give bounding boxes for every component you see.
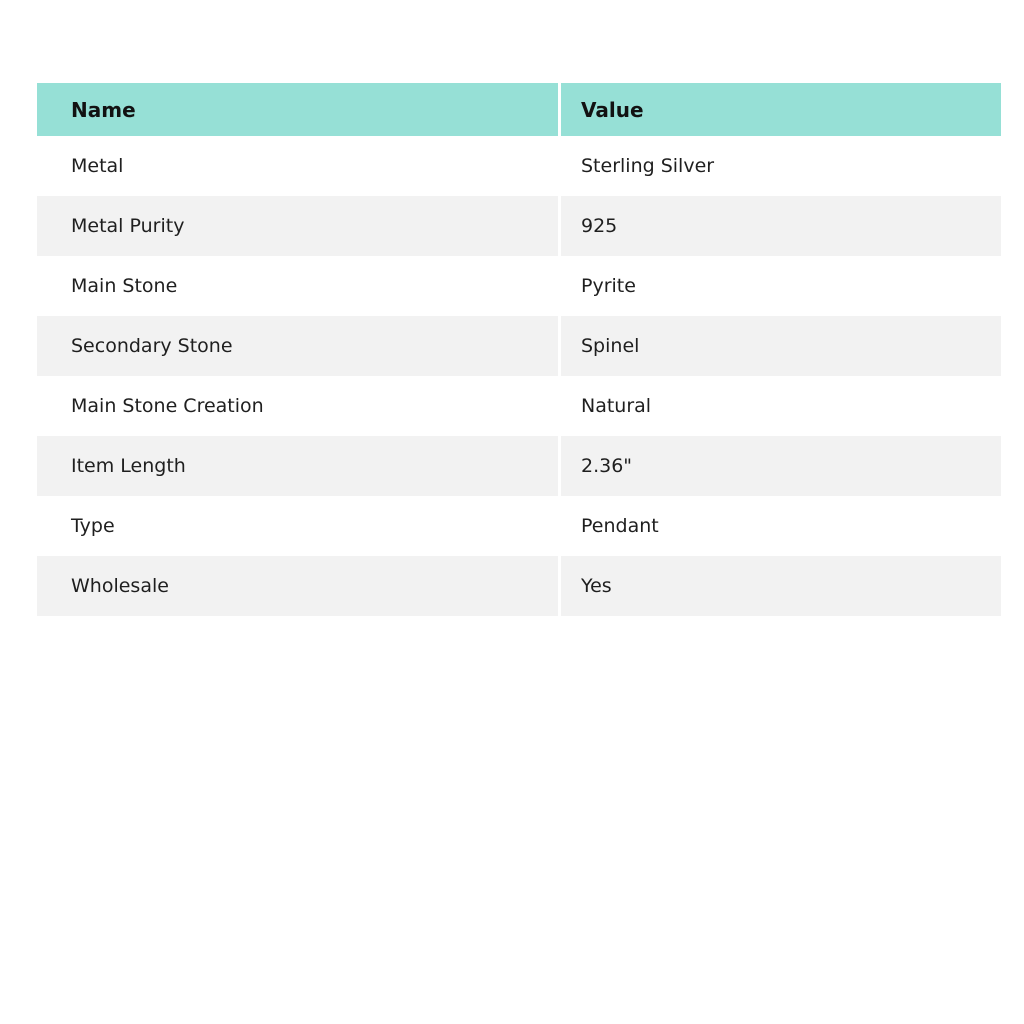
attribute-value-cell: 925: [558, 196, 1001, 256]
spec-table-body: [37, 136, 1001, 616]
attribute-value-cell: Sterling Silver: [558, 136, 1001, 196]
header-row: [37, 83, 1001, 136]
table-row: [37, 496, 1001, 556]
attribute-name-cell: Secondary Stone: [37, 316, 558, 376]
table-row: [37, 436, 1001, 496]
attribute-name-cell: Main Stone: [37, 256, 558, 316]
attribute-value-cell: 2.36": [558, 436, 1001, 496]
attribute-value-cell: Natural: [558, 376, 1001, 436]
attribute-value-cell: Yes: [558, 556, 1001, 616]
table-row: [37, 196, 1001, 256]
attribute-name-cell: Type: [37, 496, 558, 556]
header-cell-value: Value: [558, 83, 1001, 136]
table-row: [37, 376, 1001, 436]
table-row: [37, 316, 1001, 376]
attribute-name-cell: Wholesale: [37, 556, 558, 616]
table-row: [37, 136, 1001, 196]
spec-table: [37, 83, 1001, 616]
spec-table-container: [37, 83, 1001, 616]
attribute-name-cell: Metal Purity: [37, 196, 558, 256]
attribute-value-cell: Pendant: [558, 496, 1001, 556]
attribute-name-cell: Metal: [37, 136, 558, 196]
attribute-value-cell: Pyrite: [558, 256, 1001, 316]
spec-table-header: [37, 83, 1001, 136]
attribute-name-cell: Item Length: [37, 436, 558, 496]
header-cell-name: Name: [37, 83, 558, 136]
table-row: [37, 556, 1001, 616]
attribute-value-cell: Spinel: [558, 316, 1001, 376]
table-row: [37, 256, 1001, 316]
attribute-name-cell: Main Stone Creation: [37, 376, 558, 436]
